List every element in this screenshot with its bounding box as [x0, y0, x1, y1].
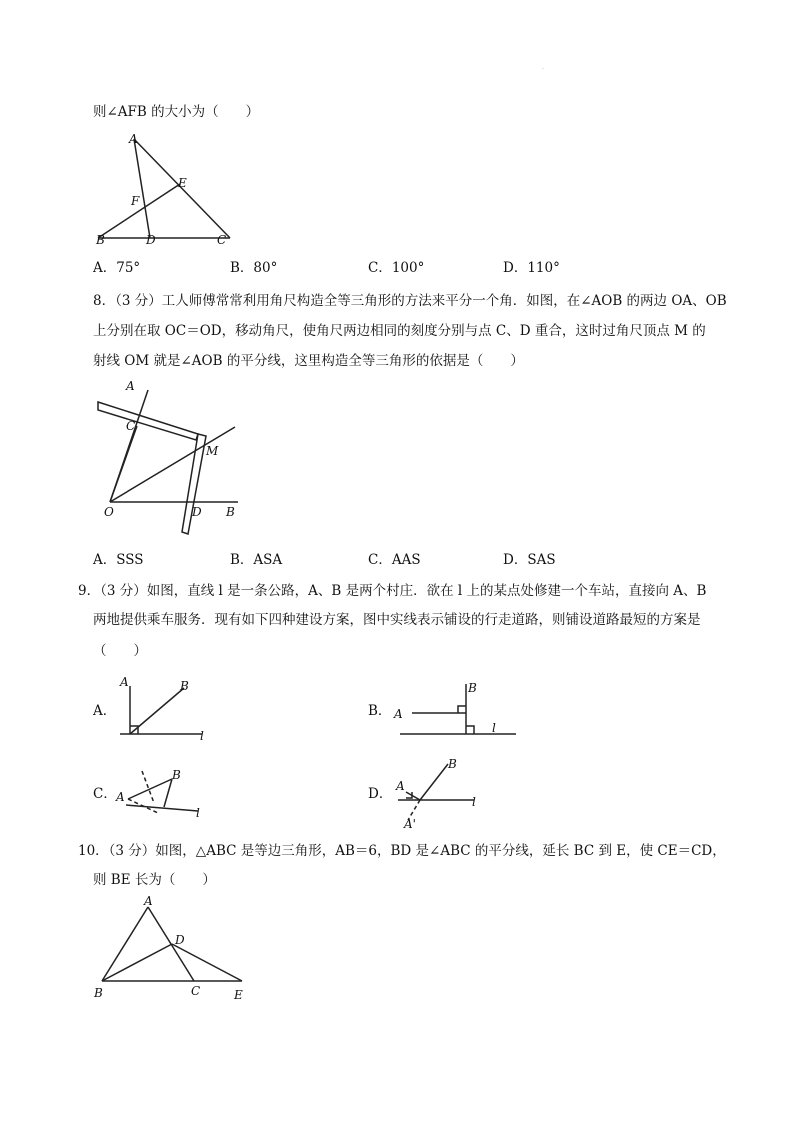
q9-question-line-2: 两地提供乘车服务．现有如下四种建设方案，图中实线表示铺设的行走道路，则铺设道路最短的方案是 — [93, 612, 701, 628]
q9-figure-d — [392, 756, 492, 830]
q9-option-d[interactable]: D． — [368, 786, 393, 802]
q8-figure — [90, 379, 250, 532]
q7-label-a: A — [129, 132, 138, 146]
q9c-label-a: A — [116, 790, 125, 804]
q7-label-f: F — [131, 194, 140, 208]
q8-question-line-3: 射线 OM 就是∠AOB 的平分线，这里构造全等三角形的依据是（ ） — [93, 353, 524, 369]
q8-square-arm-side — [182, 434, 206, 534]
q7-option-a[interactable]: A．75° — [93, 260, 141, 276]
q10-label-a: A — [144, 894, 153, 908]
q9a-label-l: l — [200, 729, 204, 743]
q10-figure — [90, 893, 260, 1005]
q9d-label-l: l — [472, 795, 476, 809]
q10-question-line-1: 10．（3 分）如图，△ABC 是等边三角形，AB＝6，BD 是∠ABC 的平分线，延长 BC 到 E，使 CE＝CD， — [78, 843, 726, 859]
q9a-label-a: A — [120, 675, 129, 689]
q8-question-line-1: 8．（3 分）工人师傅常常利用角尺构造全等三角形的方法来平分一个角．如图，在∠AOB 的两边 OA、OB — [93, 293, 727, 309]
q8-ray-om — [110, 427, 235, 502]
q9c-label-l: l — [196, 806, 200, 820]
q9-figure-b — [392, 678, 522, 742]
q9-figure-c — [114, 763, 214, 827]
q10-label-c: C — [191, 984, 201, 998]
q9c-segment-ab — [128, 779, 172, 799]
q9-question-line-3: （ ） — [93, 643, 147, 659]
q7-question-text: 则∠AFB 的大小为（ ） — [93, 104, 260, 120]
q8-label-o: O — [104, 505, 114, 519]
q8-question-line-2: 上分别在取 OC＝OD，移动角尺，使角尺两边相同的刻度分别与点 C、D 重合，这时过角尺顶点 M 的 — [93, 323, 706, 339]
q9-figure-a — [118, 674, 218, 744]
q9c-label-b: B — [172, 768, 181, 782]
q9-option-c[interactable]: C． — [93, 786, 117, 802]
q9b-right-angle-2 — [466, 726, 474, 734]
q7-segment-be — [98, 184, 180, 238]
q9d-label-a-prime: A' — [404, 817, 416, 831]
q9b-label-l: l — [492, 721, 496, 735]
q8-label-a: A — [126, 379, 135, 393]
header-mark: · — [542, 66, 544, 73]
q9d-segment-b — [420, 764, 448, 800]
q9c-road-l — [126, 805, 198, 811]
q8-label-m: M — [206, 444, 219, 458]
q9-option-b[interactable]: B． — [368, 703, 392, 719]
q9b-label-b: B — [468, 681, 477, 695]
q7-figure — [90, 128, 240, 253]
q9c-perpendicular-dashed — [142, 771, 154, 803]
q9d-label-a: A — [396, 779, 405, 793]
q8-option-c[interactable]: C．AAS — [368, 552, 421, 568]
q7-option-c[interactable]: C．100° — [368, 260, 425, 276]
q9b-label-a: A — [394, 707, 403, 721]
q9c-segment-b-road — [164, 779, 172, 807]
q10-label-e: E — [234, 988, 243, 1002]
q8-label-b: B — [226, 505, 235, 519]
q8-label-c: C — [126, 419, 136, 433]
q9a-label-b: B — [180, 679, 189, 693]
q10-label-b: B — [94, 986, 103, 1000]
q8-option-b[interactable]: B．ASA — [230, 552, 283, 568]
q9b-right-angle-1 — [458, 706, 466, 713]
q7-label-c: C — [217, 233, 227, 247]
q10-label-d: D — [175, 933, 185, 947]
q8-segment-oc — [110, 426, 137, 502]
q8-option-d[interactable]: D．SAS — [503, 552, 556, 568]
q8-option-a[interactable]: A．SSS — [93, 552, 144, 568]
q8-label-d: D — [192, 505, 202, 519]
q7-label-e: E — [178, 176, 187, 190]
q9d-segment-a — [406, 792, 420, 800]
q10-question-line-2: 则 BE 长为（ ） — [93, 872, 216, 888]
q9-question-line-1: 9．（3 分）如图，直线 l 是一条公路，A、B 是两个村庄．欲在 l 上的某点处修建一个车站，直接向 A、B — [78, 583, 707, 599]
q7-label-b: B — [96, 233, 105, 247]
q9d-label-b: B — [448, 757, 457, 771]
q8-square-arm-top — [98, 402, 198, 440]
q7-option-b[interactable]: B．80° — [230, 260, 278, 276]
q9-option-a[interactable]: A． — [93, 703, 117, 719]
q10-segment-ab — [102, 907, 148, 981]
q7-option-d[interactable]: D．110° — [503, 260, 560, 276]
q7-label-d: D — [146, 233, 156, 247]
q10-segment-bd — [102, 944, 172, 981]
